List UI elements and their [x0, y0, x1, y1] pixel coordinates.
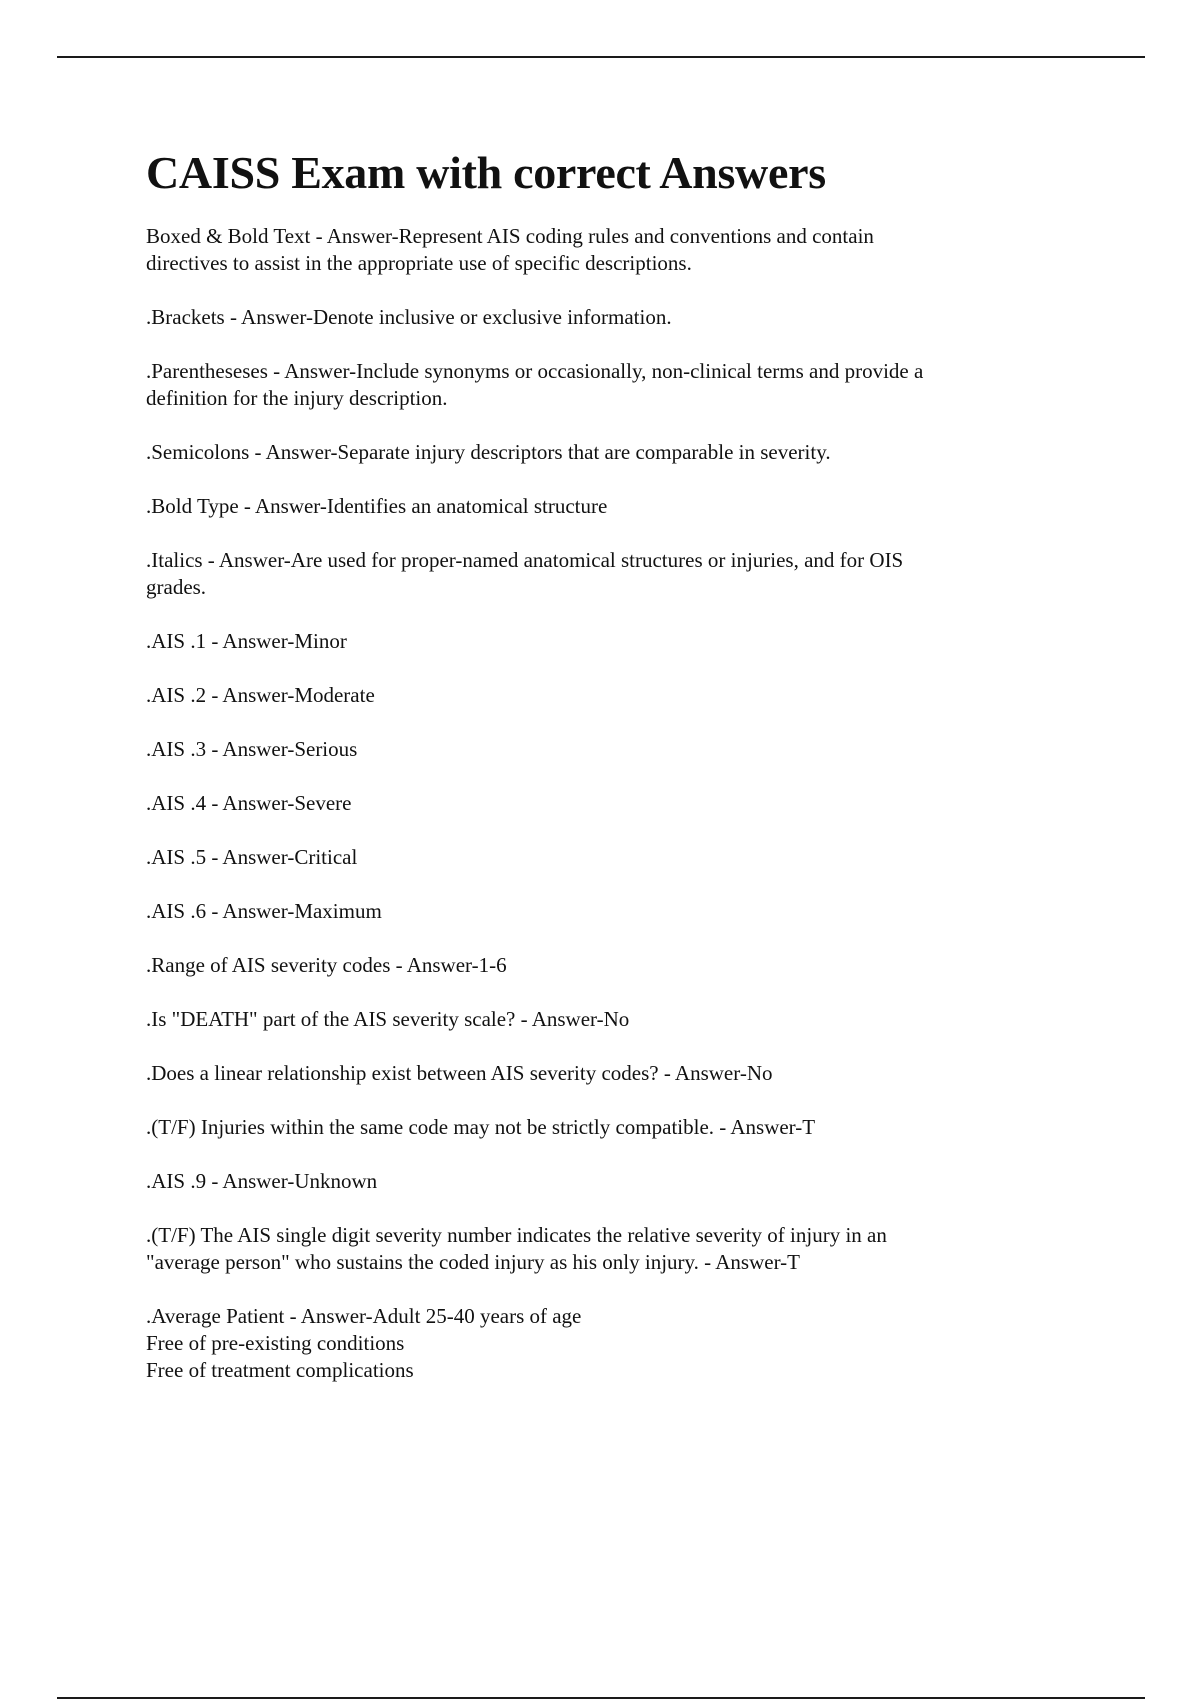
- qa-entry-line: .Brackets - Answer-Denote inclusive or exclusive information.: [146, 305, 672, 329]
- footer-rule: [57, 1697, 1145, 1699]
- qa-entry-line: .Semicolons - Answer-Separate injury descriptors that are comparable in severity.: [146, 440, 831, 464]
- qa-entry-line: .AIS .9 - Answer-Unknown: [146, 1169, 378, 1193]
- qa-entry: [146, 1006, 1066, 1033]
- qa-entry-line: directives to assist in the appropriate use of specific descriptions.: [146, 251, 692, 275]
- document-body: [146, 143, 1066, 1411]
- qa-entry-line: .(T/F) Injuries within the same code may not be strictly compatible. - Answer-T: [146, 1115, 816, 1139]
- qa-entry-line: .Parentheseses - Answer-Include synonyms or occasionally, non-clinical terms and provide a: [146, 359, 924, 383]
- qa-entry: [146, 790, 1066, 817]
- qa-entry-line: definition for the injury description.: [146, 386, 448, 410]
- qa-entry-line: .(T/F) The AIS single digit severity number indicates the relative severity of injury in an: [146, 1223, 887, 1247]
- qa-entry: [146, 952, 1066, 979]
- qa-entry: [146, 898, 1066, 925]
- qa-entry-line: .AIS .5 - Answer-Critical: [146, 845, 358, 869]
- header-rule: [57, 56, 1145, 58]
- qa-entry-line: .Bold Type - Answer-Identifies an anatomical structure: [146, 494, 608, 518]
- qa-entry: [146, 1060, 1066, 1087]
- qa-entry: [146, 547, 1066, 601]
- qa-entry-line: .AIS .3 - Answer-Serious: [146, 737, 358, 761]
- qa-entry: [146, 844, 1066, 871]
- qa-entry: [146, 1114, 1066, 1141]
- qa-entry-line: grades.: [146, 575, 207, 599]
- qa-entry-line: .Is "DEATH" part of the AIS severity scale? - Answer-No: [146, 1007, 630, 1031]
- qa-entry: [146, 1303, 1066, 1384]
- qa-entry-line: .Average Patient - Answer-Adult 25-40 years of age: [146, 1304, 582, 1328]
- qa-entry-line: Free of treatment complications: [146, 1358, 414, 1382]
- qa-entry-line: .AIS .1 - Answer-Minor: [146, 629, 347, 653]
- qa-entry-line: .AIS .2 - Answer-Moderate: [146, 683, 375, 707]
- qa-entry: [146, 304, 1066, 331]
- qa-entry-line: .AIS .4 - Answer-Severe: [146, 791, 352, 815]
- qa-entry: [146, 223, 1066, 277]
- page-title: CAISS Exam with correct Answers: [146, 147, 826, 198]
- qa-entry-line: .AIS .6 - Answer-Maximum: [146, 899, 382, 923]
- qa-entry: [146, 358, 1066, 412]
- qa-entry: [146, 682, 1066, 709]
- qa-entry: [146, 1168, 1066, 1195]
- qa-entry-line: Free of pre-existing conditions: [146, 1331, 405, 1355]
- qa-entry: [146, 493, 1066, 520]
- qa-entry-line: Boxed & Bold Text - Answer-Represent AIS coding rules and conventions and contain: [146, 224, 874, 248]
- qa-entry-line: .Range of AIS severity codes - Answer-1-6: [146, 953, 507, 977]
- qa-entry: [146, 1222, 1066, 1276]
- qa-entry-line: .Italics - Answer-Are used for proper-named anatomical structures or injuries, and for OIS: [146, 548, 904, 572]
- qa-entry-line: .Does a linear relationship exist between AIS severity codes? - Answer-No: [146, 1061, 773, 1085]
- qa-entry: [146, 736, 1066, 763]
- qa-entry: [146, 628, 1066, 655]
- qa-entry-line: "average person" who sustains the coded injury as his only injury. - Answer-T: [146, 1250, 800, 1274]
- qa-entry: [146, 439, 1066, 466]
- qa-list: [146, 223, 1066, 1384]
